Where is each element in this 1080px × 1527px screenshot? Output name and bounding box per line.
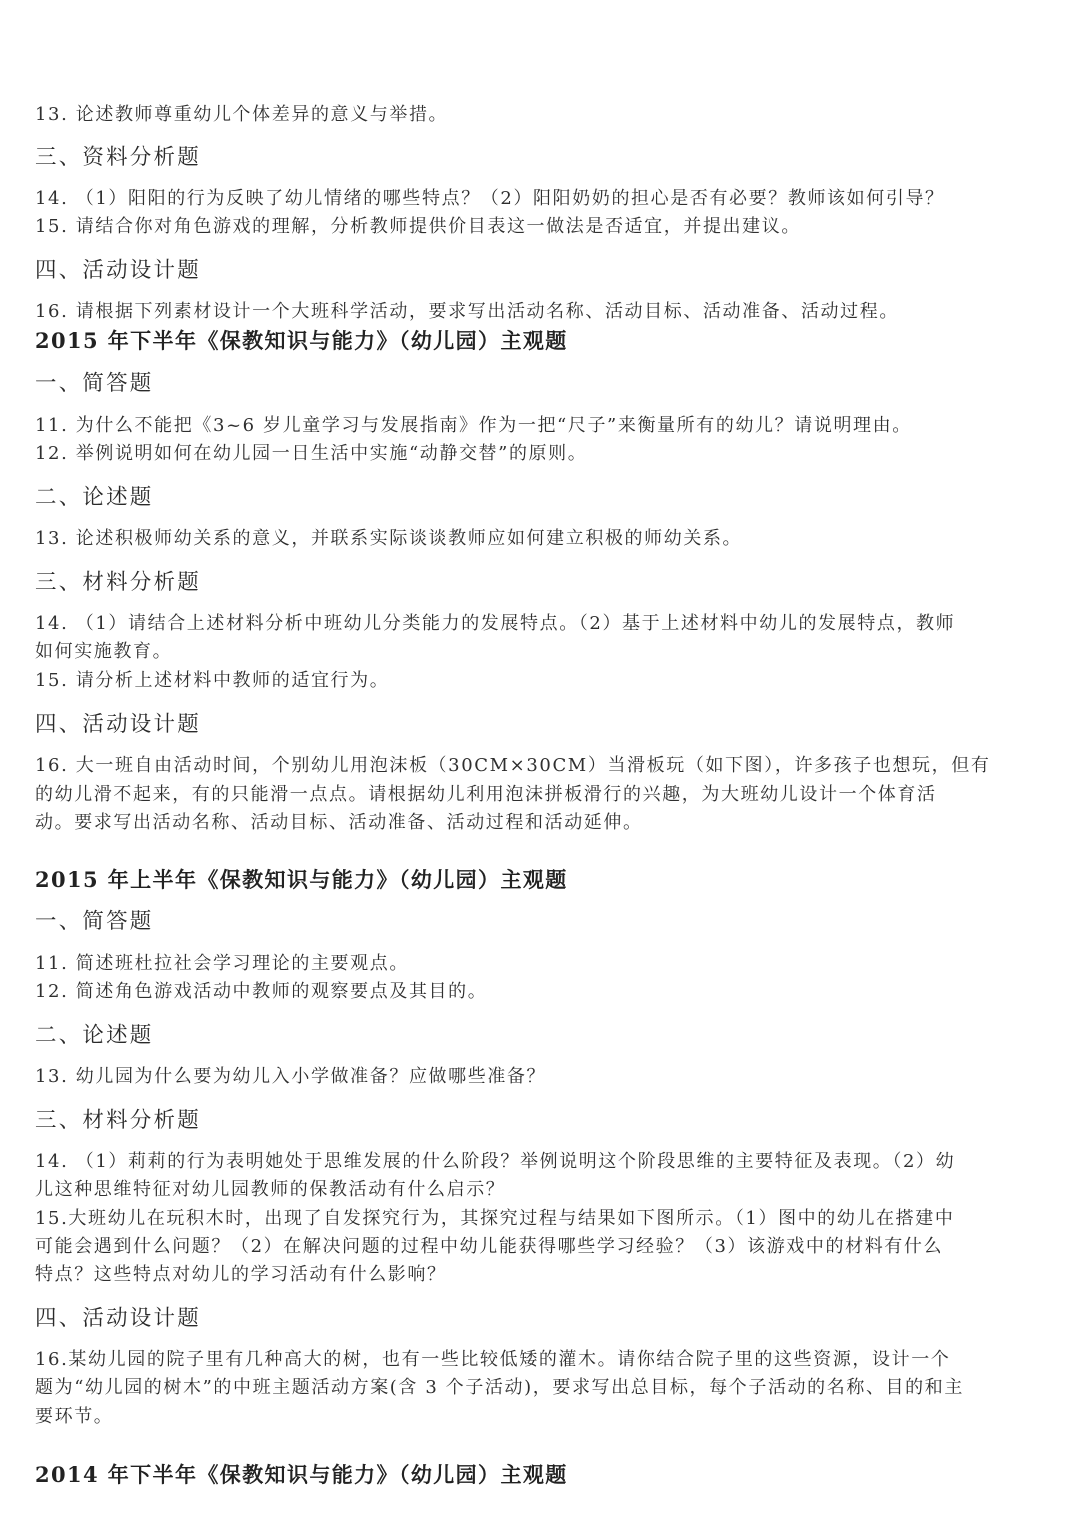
question-14: 14. （1）阳阳的行为反映了幼儿情绪的哪些特点？（2）阳阳奶奶的担心是否有必要？教师该如何引导？ xyxy=(35,188,945,209)
question-12: 12. 举例说明如何在幼儿园一日生活中实施“动静交替”的原则。 xyxy=(35,443,588,464)
question-11: 11. 为什么不能把《3~6 岁儿童学习与发展指南》作为一把“尺子”来衡量所有的幼儿？请说明理由。 xyxy=(35,415,912,436)
question-15-continued: 特点？这些特点对幼儿的学习活动有什么影响？ xyxy=(35,1264,447,1285)
question-16: 16. 请根据下列素材设计一个大班科学活动，要求写出活动名称、活动目标、活动准备、活动过程。 xyxy=(35,301,899,322)
question-16-continued: 动。要求写出活动名称、活动目标、活动准备、活动过程和活动延伸。 xyxy=(35,812,643,833)
question-14: 14. （1）莉莉的行为表明她处于思维发展的什么阶段？举例说明这个阶段思维的主要特征及表现。（2）幼 xyxy=(35,1151,956,1172)
section-heading-material-analysis: 三、材料分析题 xyxy=(35,1108,201,1133)
question-12: 12. 简述角色游戏活动中教师的观察要点及其目的。 xyxy=(35,981,488,1002)
question-13: 13. 幼儿园为什么要为幼儿入小学做准备？应做哪些准备？ xyxy=(35,1066,547,1087)
exam-title-2015-first-half: 2015 年上半年《保教知识与能力》（幼儿园）主观题 xyxy=(35,867,568,892)
exam-title-2014-second-half: 2014 年下半年《保教知识与能力》（幼儿园）主观题 xyxy=(35,1462,568,1487)
question-16-continued: 要环节。 xyxy=(35,1406,114,1427)
question-15-continued: 可能会遇到什么问题？（2）在解决问题的过程中幼儿能获得哪些学习经验？（3）该游戏中的材料有什么 xyxy=(35,1236,944,1257)
question-15: 15.大班幼儿在玩积木时，出现了自发探究行为，其探究过程与结果如下图所示。（1）图中的幼儿在搭建中 xyxy=(35,1208,955,1229)
question-16-continued: 题为“幼儿园的树木”的中班主题活动方案(含 3 个子活动)，要求写出总目标，每个子活动的名称、目的和主 xyxy=(35,1377,964,1398)
section-heading-short-answer: 一、简答题 xyxy=(35,371,154,396)
question-16: 16.某幼儿园的院子里有几种高大的树，也有一些比较低矮的灌木。请你结合院子里的这些资源，设计一个 xyxy=(35,1349,951,1370)
question-16: 16. 大一班自由活动时间，个别幼儿用泡沫板（30CM×30CM）当滑板玩（如下图），许多孩子也想玩，但有 xyxy=(35,755,991,776)
question-16-continued: 的幼儿滑不起来，有的只能滑一点点。请根据幼儿利用泡沫拼板滑行的兴趣，为大班幼儿设计一个体育活 xyxy=(35,784,937,805)
section-heading-activity-design: 四、活动设计题 xyxy=(35,712,201,737)
exam-title-2015-second-half: 2015 年下半年《保教知识与能力》（幼儿园）主观题 xyxy=(35,328,568,353)
question-13: 13. 论述教师尊重幼儿个体差异的意义与举措。 xyxy=(35,104,449,125)
section-heading-activity-design: 四、活动设计题 xyxy=(35,258,201,283)
section-heading-essay: 二、论述题 xyxy=(35,1023,154,1048)
question-15: 15. 请结合你对角色游戏的理解，分析教师提供价目表这一做法是否适宜，并提出建议。 xyxy=(35,216,801,237)
question-15: 15. 请分析上述材料中教师的适宜行为。 xyxy=(35,670,390,691)
question-14-continued: 如何实施教育。 xyxy=(35,641,173,662)
section-heading-essay: 二、论述题 xyxy=(35,485,154,510)
section-heading-short-answer: 一、简答题 xyxy=(35,909,154,934)
question-13: 13. 论述积极师幼关系的意义，并联系实际谈谈教师应如何建立积极的师幼关系。 xyxy=(35,528,743,549)
section-heading-material-analysis: 三、资料分析题 xyxy=(35,145,201,170)
section-heading-activity-design: 四、活动设计题 xyxy=(35,1306,201,1331)
question-11: 11. 简述班杜拉社会学习理论的主要观点。 xyxy=(35,953,409,974)
section-heading-material-analysis: 三、材料分析题 xyxy=(35,570,201,595)
question-14: 14. （1）请结合上述材料分析中班幼儿分类能力的发展特点。（2）基于上述材料中幼儿的发展特点，教师 xyxy=(35,613,956,634)
question-14-continued: 儿这种思维特征对幼儿园教师的保教活动有什么启示？ xyxy=(35,1179,506,1200)
